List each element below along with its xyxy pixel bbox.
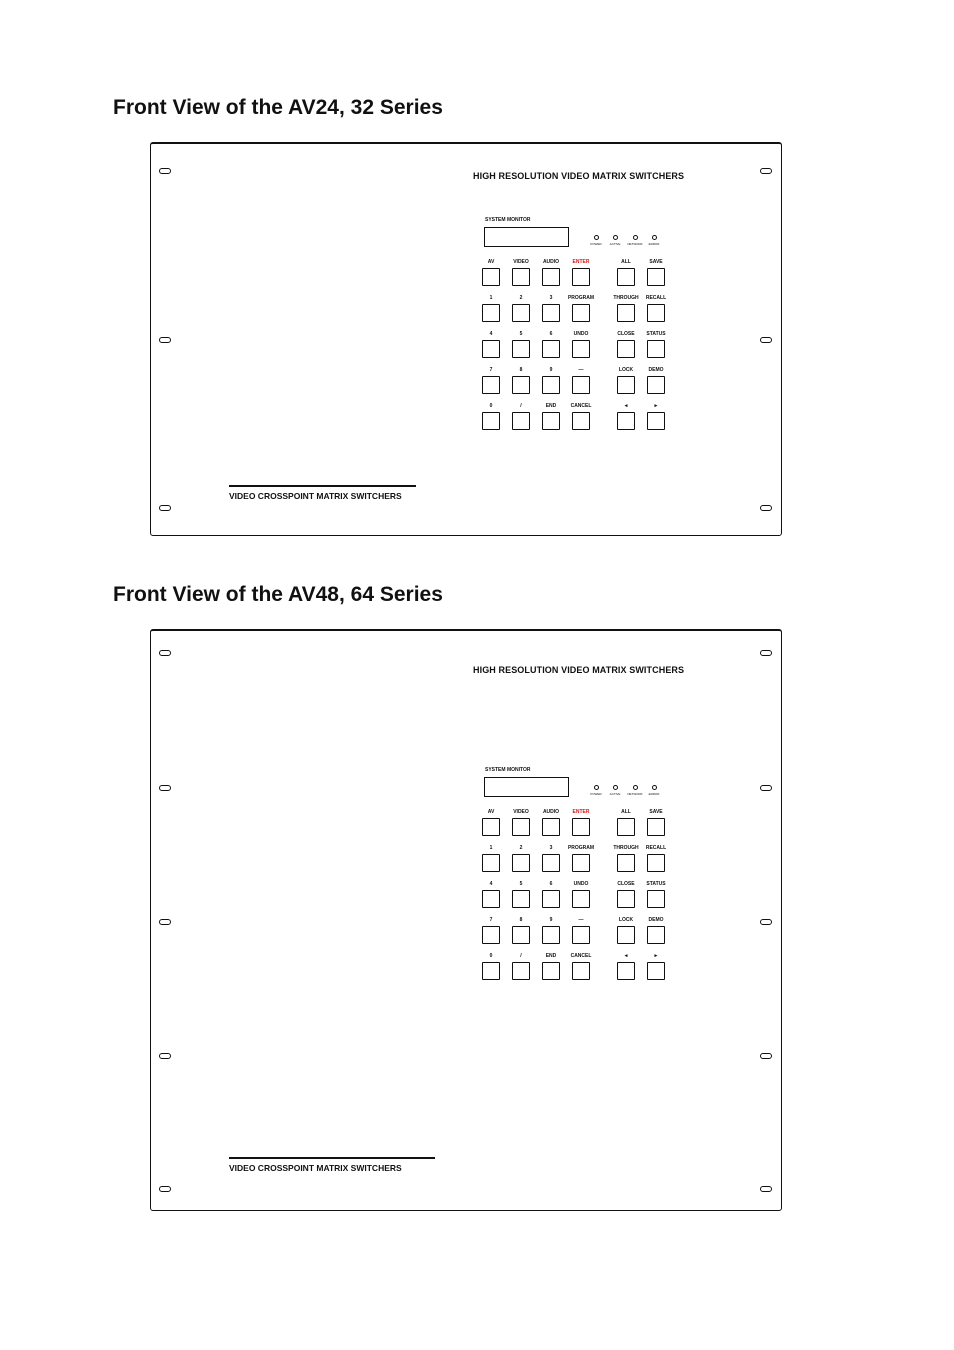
key-close-button[interactable] — [617, 890, 635, 908]
key-slash-button[interactable] — [512, 412, 530, 430]
key-lock-button[interactable] — [617, 926, 635, 944]
key-program-button[interactable] — [572, 854, 590, 872]
key-label-1: 1 — [489, 295, 493, 301]
rack-ear-hole — [159, 337, 171, 343]
key-close-button[interactable] — [617, 340, 635, 358]
key-label-all: ALL — [621, 809, 631, 815]
key-label-slash: / — [520, 953, 522, 959]
key-label-av: AV — [487, 809, 495, 815]
key-label-lock: LOCK — [618, 917, 634, 923]
key-label-3: 3 — [549, 845, 553, 851]
key-label-demo: DEMO — [648, 917, 664, 923]
key-9-button[interactable] — [542, 926, 560, 944]
key-2-button[interactable] — [512, 304, 530, 322]
led-network — [633, 785, 638, 790]
key-label-end: END — [545, 403, 557, 409]
key-2-button[interactable] — [512, 854, 530, 872]
key-label-undo: UNDO — [573, 331, 589, 337]
panel-footer-label: VIDEO CROSSPOINT MATRIX SWITCHERS — [229, 1157, 435, 1173]
key-label-enter: ENTER — [572, 259, 590, 265]
key-recall-button[interactable] — [647, 854, 665, 872]
rack-ear-hole — [159, 1186, 171, 1192]
key-av-button[interactable] — [482, 818, 500, 836]
key-3-button[interactable] — [542, 854, 560, 872]
key-8-button[interactable] — [512, 376, 530, 394]
system-monitor-display — [484, 227, 569, 247]
rack-ear-hole — [760, 785, 772, 791]
key-4-button[interactable] — [482, 340, 500, 358]
led-power — [594, 235, 599, 240]
key-label-video: VIDEO — [513, 259, 529, 265]
key-demo-button[interactable] — [647, 376, 665, 394]
rack-ear-hole — [159, 168, 171, 174]
key-label-5: 5 — [519, 881, 523, 887]
key-label-0: 0 — [489, 953, 493, 959]
panel-title: HIGH RESOLUTION VIDEO MATRIX SWITCHERS — [473, 171, 685, 181]
key-7-button[interactable] — [482, 926, 500, 944]
led-label-error: ERROR — [648, 792, 660, 796]
led-label-power: POWER — [590, 242, 602, 246]
key-5-button[interactable] — [512, 890, 530, 908]
key-label-cancel: CANCEL — [570, 403, 592, 409]
key-av-button[interactable] — [482, 268, 500, 286]
key-label-status: STATUS — [646, 881, 666, 887]
key-label-audio: AUDIO — [542, 809, 560, 815]
key-label-3: 3 — [549, 295, 553, 301]
key-0-button[interactable] — [482, 962, 500, 980]
system-monitor-display — [484, 777, 569, 797]
led-label-active: ACTIVE — [609, 242, 621, 246]
rack-ear-hole — [159, 919, 171, 925]
key-label-right-arrow: ► — [653, 403, 659, 409]
key-label-through: THROUGH — [613, 295, 639, 301]
key-5-button[interactable] — [512, 340, 530, 358]
rack-ear-hole — [159, 650, 171, 656]
key-label-4: 4 — [489, 331, 493, 337]
key-label-av: AV — [487, 259, 495, 265]
key-through-button[interactable] — [617, 304, 635, 322]
key-label-7: 7 — [489, 367, 493, 373]
key-slash-button[interactable] — [512, 962, 530, 980]
rack-ear-hole — [159, 1053, 171, 1059]
key-label-2: 2 — [519, 295, 523, 301]
key-save-button[interactable] — [647, 268, 665, 286]
key-label-8: 8 — [519, 367, 523, 373]
key-enter-button[interactable] — [572, 268, 590, 286]
key-label-2: 2 — [519, 845, 523, 851]
key-undo-button[interactable] — [572, 890, 590, 908]
key-label-cancel: CANCEL — [570, 953, 592, 959]
key-end-button[interactable] — [542, 962, 560, 980]
key-label-left-arrow: ◄ — [623, 403, 629, 409]
key-label-save: SAVE — [649, 259, 663, 265]
key-video-button[interactable] — [512, 268, 530, 286]
key-1-button[interactable] — [482, 854, 500, 872]
key-undo-button[interactable] — [572, 340, 590, 358]
front-panel-av48-64 — [150, 629, 782, 1211]
key-status-button[interactable] — [647, 340, 665, 358]
key-label-through: THROUGH — [613, 845, 639, 851]
key-7-button[interactable] — [482, 376, 500, 394]
key-label-recall: RECALL — [645, 845, 667, 851]
key-label-6: 6 — [549, 881, 553, 887]
key-all-button[interactable] — [617, 818, 635, 836]
key-label-dash: — — [578, 917, 584, 923]
key-left-arrow-button[interactable] — [617, 962, 635, 980]
key-6-button[interactable] — [542, 340, 560, 358]
front-panel-av24-32 — [150, 142, 782, 536]
key-1-button[interactable] — [482, 304, 500, 322]
key-status-button[interactable] — [647, 890, 665, 908]
key-label-video: VIDEO — [513, 809, 529, 815]
key-label-7: 7 — [489, 917, 493, 923]
key-label-status: STATUS — [646, 331, 666, 337]
key-label-0: 0 — [489, 403, 493, 409]
key-label-8: 8 — [519, 917, 523, 923]
system-monitor-label: SYSTEM MONITOR — [485, 767, 531, 773]
key-recall-button[interactable] — [647, 304, 665, 322]
key-dash-button[interactable] — [572, 926, 590, 944]
key-0-button[interactable] — [482, 412, 500, 430]
rack-ear-hole — [760, 1186, 772, 1192]
panel-footer-label: VIDEO CROSSPOINT MATRIX SWITCHERS — [229, 485, 416, 501]
key-label-lock: LOCK — [618, 367, 634, 373]
key-8-button[interactable] — [512, 926, 530, 944]
key-label-slash: / — [520, 403, 522, 409]
key-label-all: ALL — [621, 259, 631, 265]
rack-ear-hole — [760, 919, 772, 925]
key-audio-button[interactable] — [542, 268, 560, 286]
key-demo-button[interactable] — [647, 926, 665, 944]
key-label-left-arrow: ◄ — [623, 953, 629, 959]
key-label-save: SAVE — [649, 809, 663, 815]
led-label-power: POWER — [590, 792, 602, 796]
key-left-arrow-button[interactable] — [617, 412, 635, 430]
key-video-button[interactable] — [512, 818, 530, 836]
key-6-button[interactable] — [542, 890, 560, 908]
heading-av48-64: Front View of the AV48, 64 Series — [113, 583, 443, 606]
key-program-button[interactable] — [572, 304, 590, 322]
key-label-audio: AUDIO — [542, 259, 560, 265]
system-monitor-label: SYSTEM MONITOR — [485, 217, 531, 223]
key-label-undo: UNDO — [573, 881, 589, 887]
led-label-network: NETWORK — [627, 792, 643, 796]
key-label-6: 6 — [549, 331, 553, 337]
key-right-arrow-button[interactable] — [647, 412, 665, 430]
key-all-button[interactable] — [617, 268, 635, 286]
key-label-recall: RECALL — [645, 295, 667, 301]
key-enter-button[interactable] — [572, 818, 590, 836]
rack-ear-hole — [760, 1053, 772, 1059]
led-error — [652, 785, 657, 790]
key-9-button[interactable] — [542, 376, 560, 394]
rack-ear-hole — [760, 505, 772, 511]
key-label-dash: — — [578, 367, 584, 373]
key-label-enter: ENTER — [572, 809, 590, 815]
key-label-end: END — [545, 953, 557, 959]
led-label-network: NETWORK — [627, 242, 643, 246]
panel-title: HIGH RESOLUTION VIDEO MATRIX SWITCHERS — [473, 665, 685, 675]
key-4-button[interactable] — [482, 890, 500, 908]
key-through-button[interactable] — [617, 854, 635, 872]
rack-ear-hole — [159, 785, 171, 791]
led-power — [594, 785, 599, 790]
key-cancel-button[interactable] — [572, 412, 590, 430]
led-network — [633, 235, 638, 240]
rack-ear-hole — [760, 168, 772, 174]
key-dash-button[interactable] — [572, 376, 590, 394]
key-label-program: PROGRAM — [567, 845, 595, 851]
key-label-demo: DEMO — [648, 367, 664, 373]
led-error — [652, 235, 657, 240]
led-active — [613, 235, 618, 240]
led-label-active: ACTIVE — [609, 792, 621, 796]
led-active — [613, 785, 618, 790]
key-right-arrow-button[interactable] — [647, 962, 665, 980]
rack-ear-hole — [760, 650, 772, 656]
key-label-1: 1 — [489, 845, 493, 851]
heading-av24-32: Front View of the AV24, 32 Series — [113, 96, 443, 119]
key-label-9: 9 — [549, 367, 553, 373]
key-label-9: 9 — [549, 917, 553, 923]
key-label-right-arrow: ► — [653, 953, 659, 959]
key-label-4: 4 — [489, 881, 493, 887]
key-end-button[interactable] — [542, 412, 560, 430]
key-label-program: PROGRAM — [567, 295, 595, 301]
key-audio-button[interactable] — [542, 818, 560, 836]
key-label-5: 5 — [519, 331, 523, 337]
key-cancel-button[interactable] — [572, 962, 590, 980]
rack-ear-hole — [760, 337, 772, 343]
key-label-close: CLOSE — [617, 881, 635, 887]
key-lock-button[interactable] — [617, 376, 635, 394]
key-label-close: CLOSE — [617, 331, 635, 337]
key-3-button[interactable] — [542, 304, 560, 322]
led-label-error: ERROR — [648, 242, 660, 246]
rack-ear-hole — [159, 505, 171, 511]
key-save-button[interactable] — [647, 818, 665, 836]
